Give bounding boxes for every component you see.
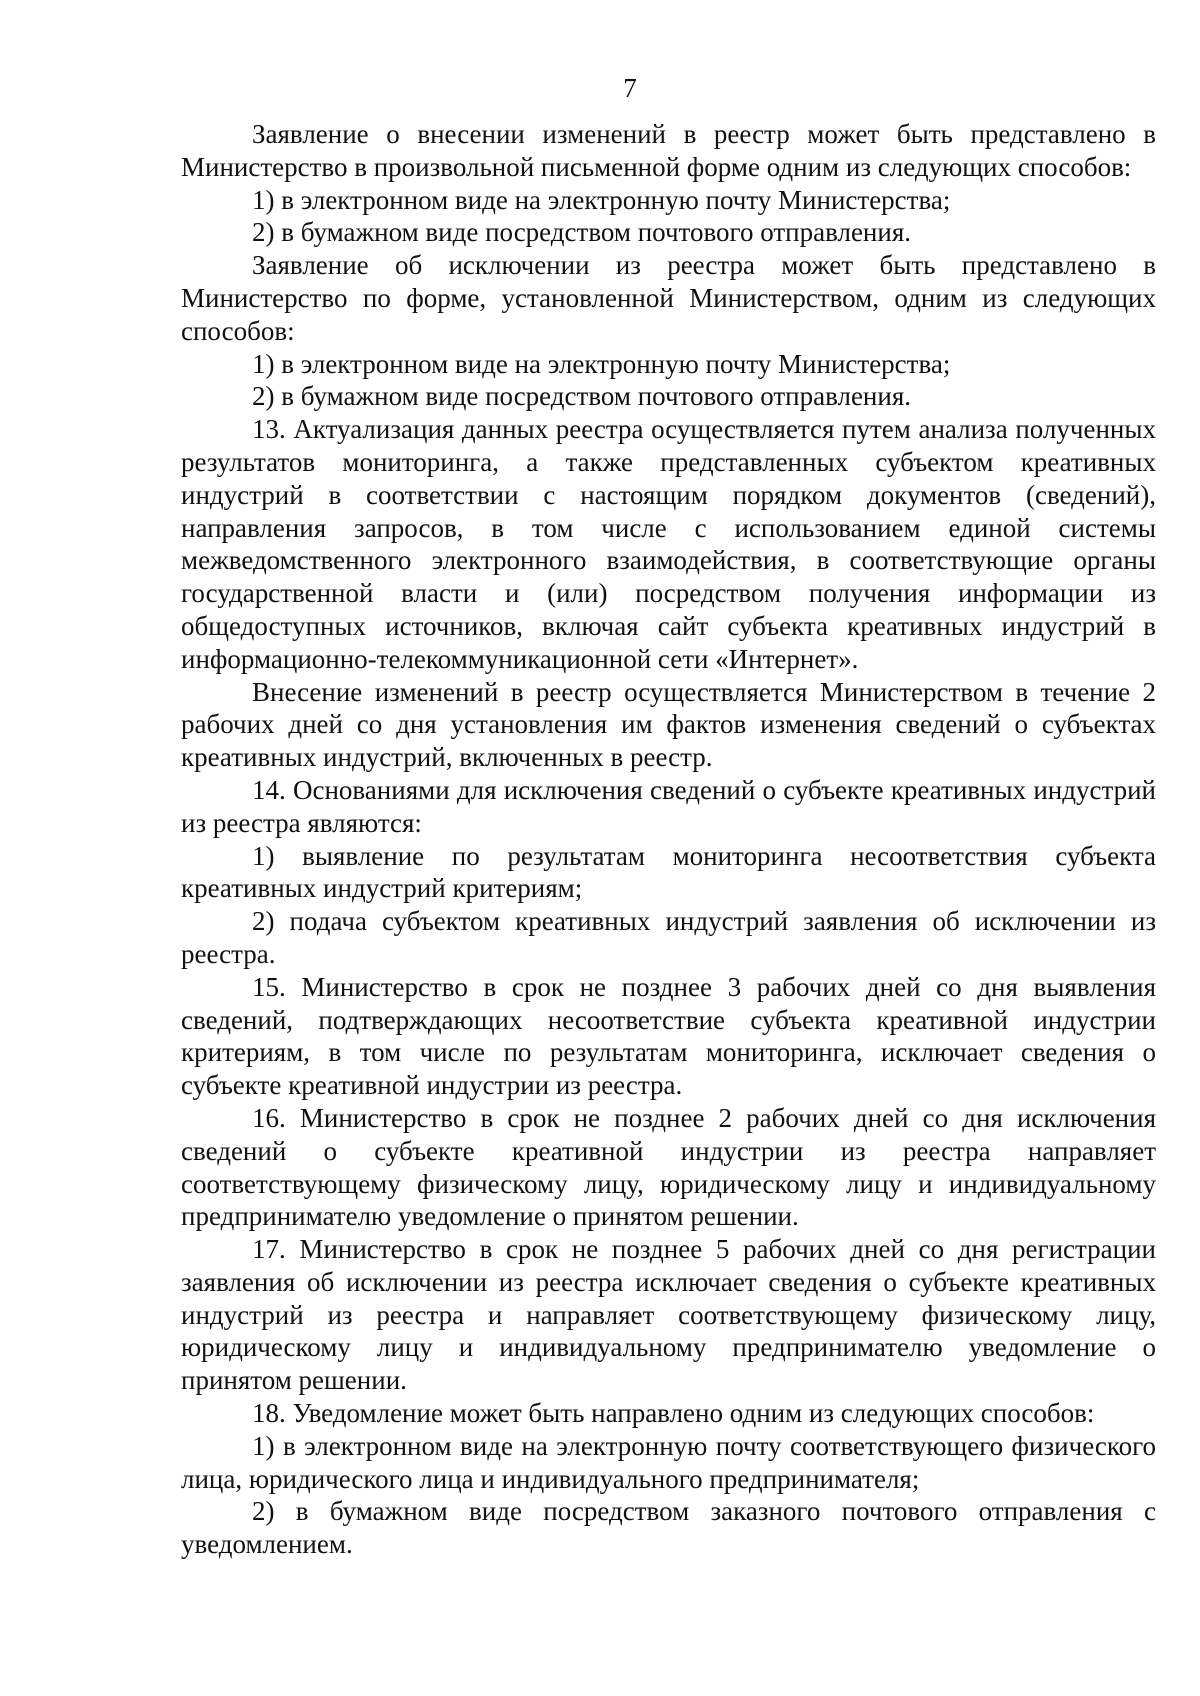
paragraph-item-17: 17. Министерство в срок не позднее 5 рабочих дней со дня регистрации заявления об исключении из реестра исключает сведения о субъекте креативных индустрий из реестра и направляет соответствующему физическому лицу, юридическому лицу и индивидуальному предпринимателю уведомление о принятом решении. <box>181 1234 1156 1396</box>
paragraph-item-14-ground-2: 2) подача субъектом креативных индустрий заявления об исключении из реестра. <box>181 906 1156 969</box>
paragraph-item-18-method-paper: 2) в бумажном виде посредством заказного почтового отправления с уведомлением. <box>181 1496 1156 1560</box>
paragraph-item-14: 14. Основаниями для исключения сведений о субъекте креативных индустрий из реестра являются: <box>181 774 1156 838</box>
paragraph-item-18: 18. Уведомление может быть направлено одним из следующих способов: <box>252 1398 1095 1429</box>
paragraph-exclusion-method-paper: 2) в бумажном виде посредством почтового отправления. <box>252 381 911 412</box>
page-number: 7 <box>623 73 637 103</box>
paragraph-item-13: 13. Актуализация данных реестра осуществляется путем анализа полученных результатов мониторинга, а также представленных субъектом креативных индустрий в соответствии с настоящим порядком документов (сведений), направления запросов, в том числе с использованием единой системы межведомственного электронного взаимодействия, в соответствующие органы государственной власти и (или) посредством получения информации из общедоступных источников, включая сайт субъекта креативных индустрий в информационно-телекоммуникационной сети «Интернет». <box>181 414 1156 674</box>
paragraph-item-18-method-electronic: 1) в электронном виде на электронную почту соответствующего физического лица, юридического лица и индивидуального предпринимателя; <box>181 1430 1156 1494</box>
paragraph-exclusion-method-electronic: 1) в электронном виде на электронную почту Министерства; <box>252 348 951 379</box>
paragraph-amendment-method-electronic: 1) в электронном виде на электронную почту Министерства; <box>252 184 951 215</box>
document-body <box>181 118 1156 1561</box>
paragraph-item-15: 15. Министерство в срок не позднее 3 рабочих дней со дня выявления сведений, подтверждающих несоответствие субъекта креативной индустрии критериям, в том числе по результатам мониторинга, исключает сведения о субъекте креативной индустрии из реестра. <box>181 971 1156 1101</box>
paragraph-item-16: 16. Министерство в срок не позднее 2 рабочих дней со дня исключения сведений о субъекте креативной индустрии из реестра направляет соответствующему физическому лицу, юридическому лицу и индивидуальному предпринимателю уведомление о принятом решении. <box>181 1102 1156 1232</box>
paragraph-item-14-ground-1: 1) выявление по результатам мониторинга несоответствия субъекта креативных индустрий критериям; <box>181 840 1156 904</box>
paragraph-amendment-method-paper: 2) в бумажном виде посредством почтового отправления. <box>252 217 911 248</box>
paragraph-registry-changes: Внесение изменений в реестр осуществляется Министерством в течение 2 рабочих дней со дня установления им фактов изменения сведений о субъектах креативных индустрий, включенных в реестр. <box>181 676 1156 773</box>
paragraph-amendment-application: Заявление о внесении изменений в реестр может быть представлено в Министерство в произвольной письменной форме одним из следующих способов: <box>181 119 1156 182</box>
paragraph-exclusion-application: Заявление об исключении из реестра может быть представлено в Министерство по форме, установленной Министерством, одним из следующих способов: <box>181 250 1156 346</box>
